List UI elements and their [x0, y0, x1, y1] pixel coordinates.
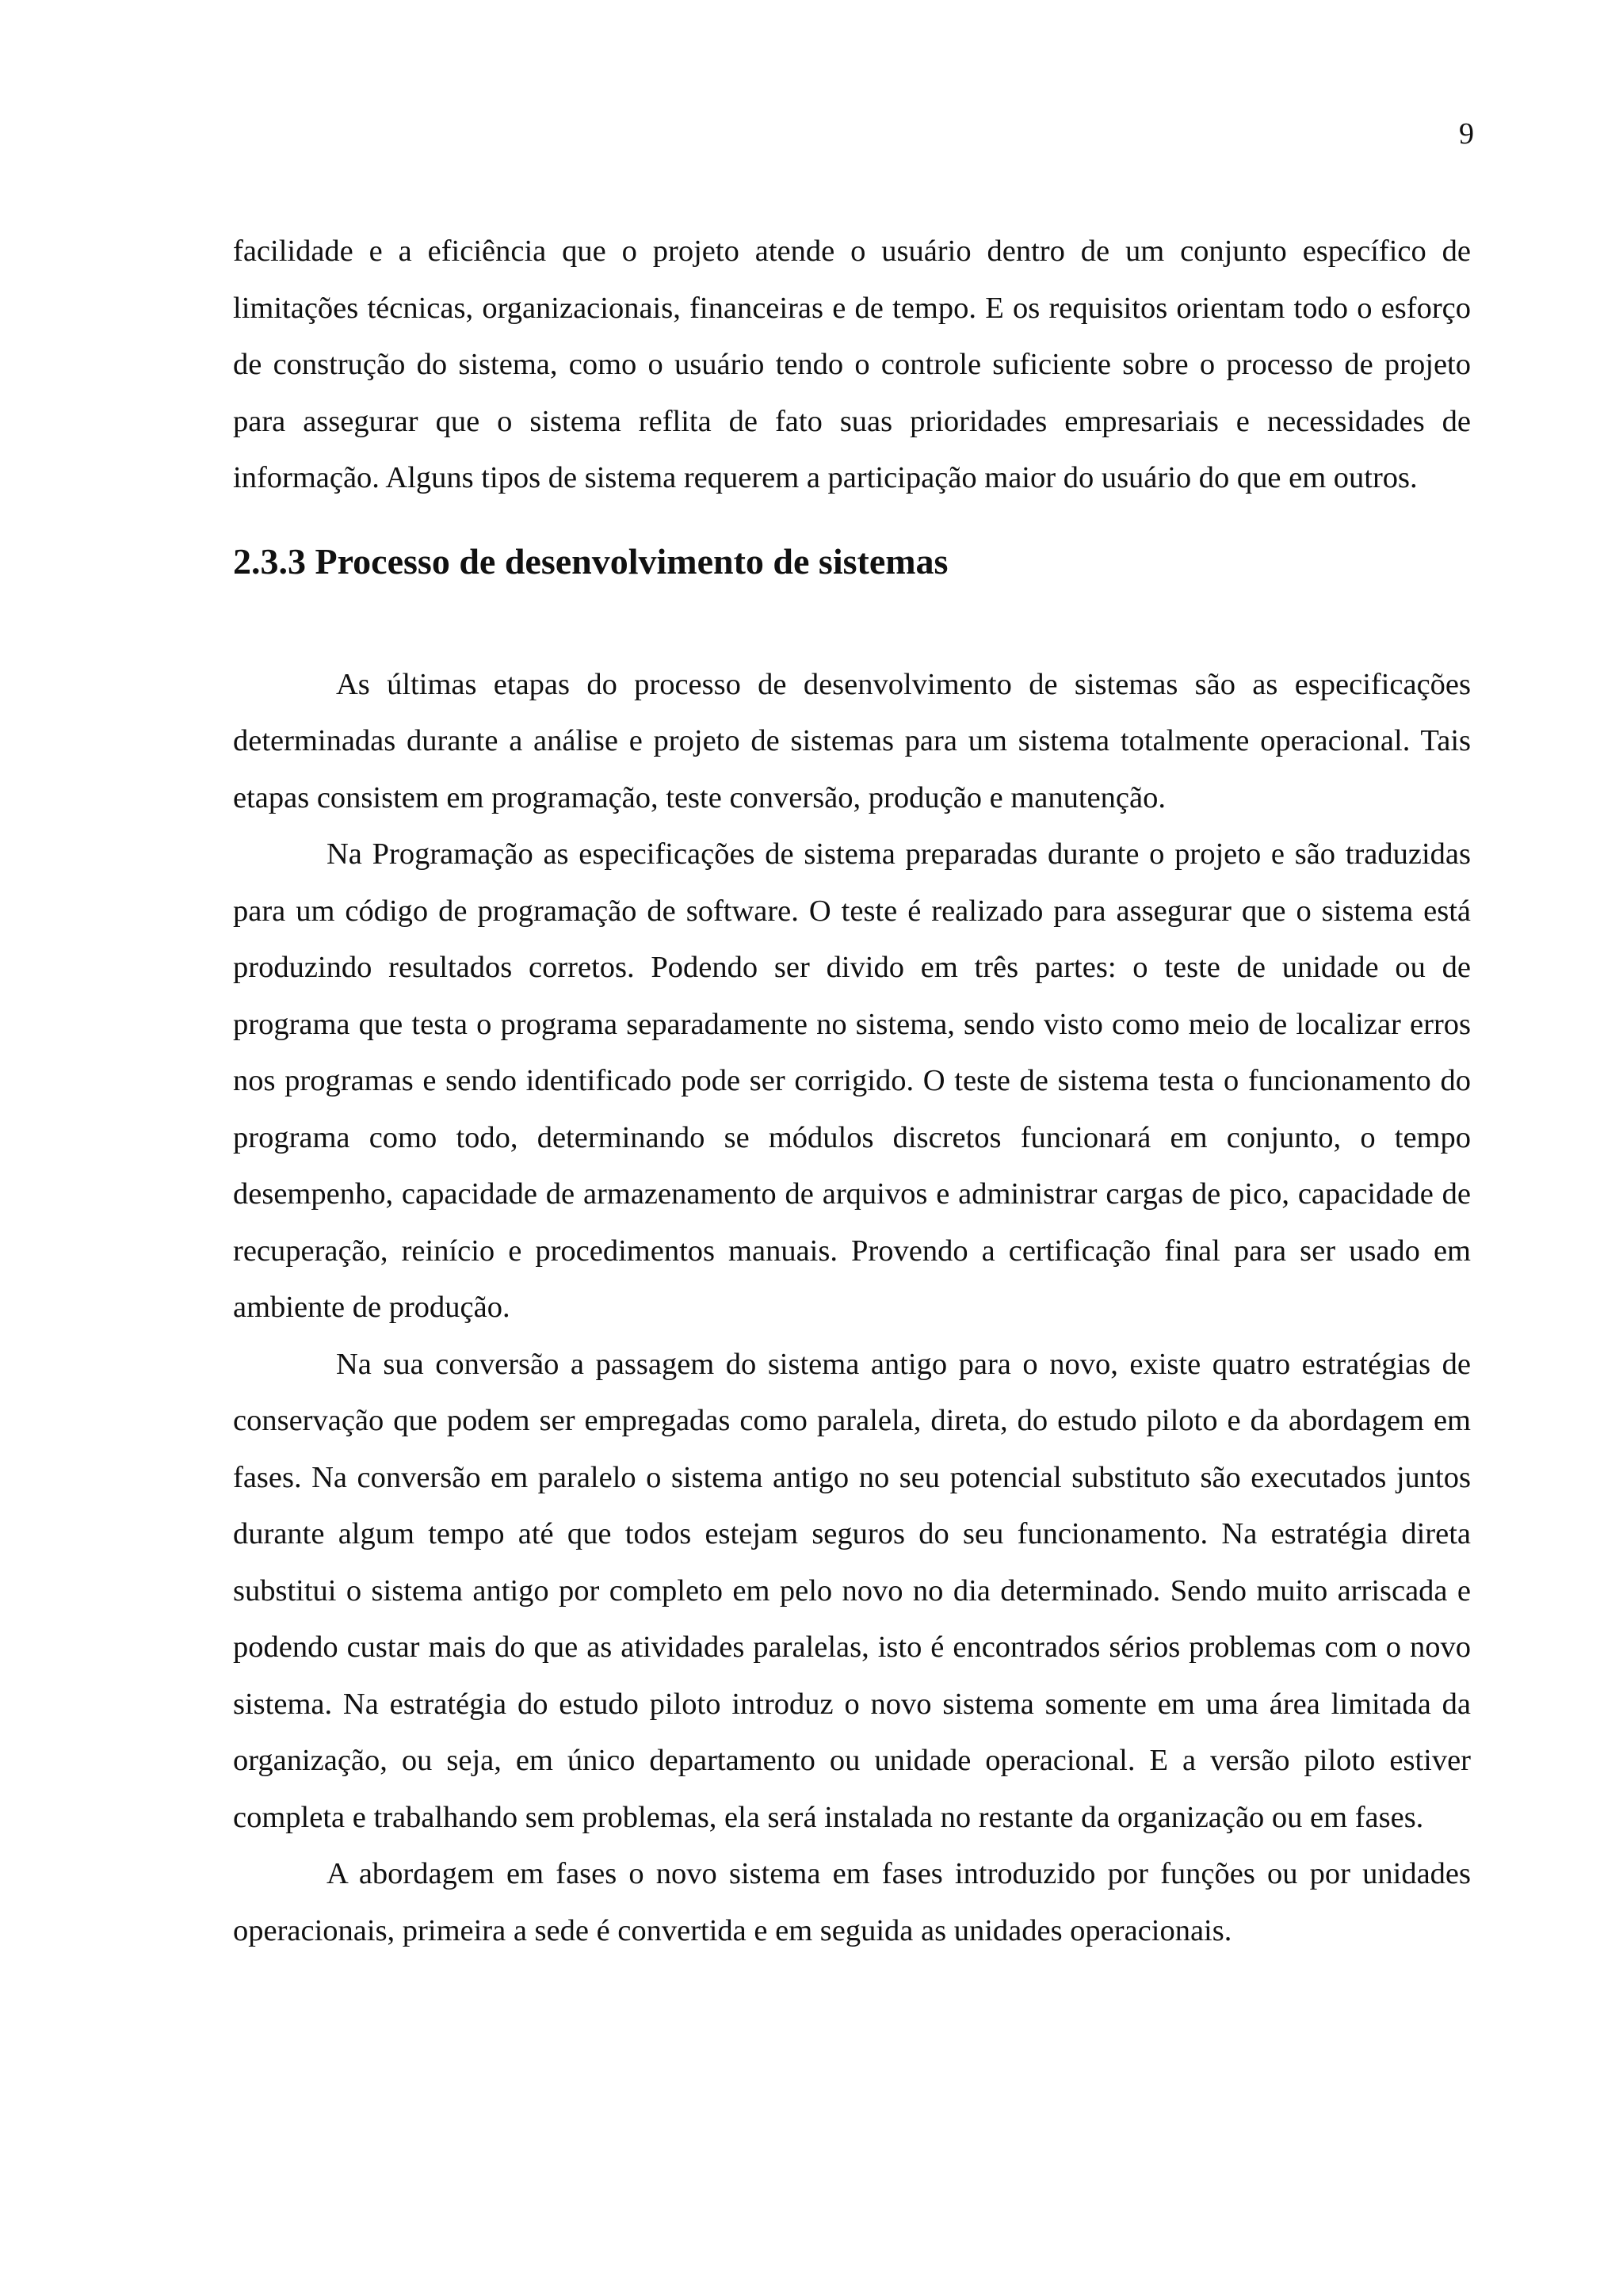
paragraph: Na sua conversão a passagem do sistema antigo para o novo, existe quatro estratégias de conservação que podem ser empregadas como paralela, direta, do estudo piloto e da abordagem em fases. Na conversão em paralelo o sistema antigo no seu potencial substituto são executados juntos durante algum tempo até que todos estejam seguros do seu funcionamento. Na estratégia direta substitui o sistema antigo por completo em pelo novo no dia determinado. Sendo muito arriscada e podendo custar mais do que as atividades paralelas, isto é encontrados sérios problemas com o novo sistema. Na estratégia do estudo piloto introduz o novo sistema somente em uma área limitada da organização, ou seja, em único departamento ou unidade operacional. E a versão piloto estiver completa e trabalhando sem problemas, ela será instalada no restante da organização ou em fases.: [233, 1347, 1471, 1834]
section-heading: 2.3.3 Processo de desenvolvimento de sistemas: [233, 540, 949, 582]
paragraph: As últimas etapas do processo de desenvolvimento de sistemas são as especificações determinadas durante a análise e projeto de sistemas para um sistema totalmente operacional. Tais etapas consistem em programação, teste conversão, produção e manutenção.: [233, 667, 1471, 814]
paragraph-continued: facilidade e a eficiência que o projeto atende o usuário dentro de um conjunto específico de limitações técnicas, organizacionais, financeiras e de tempo. E os requisitos orientam todo o esforço de construção do sistema, como o usuário tendo o controle suficiente sobre o processo de projeto para assegurar que o sistema reflita de fato suas prioridades empresariais e necessidades de informação. Alguns tipos de sistema requerem a participação maior do usuário do que em outros.: [233, 235, 1471, 494]
page-body: [233, 223, 1471, 1959]
page-number: 9: [1459, 117, 1474, 151]
paragraph: Na Programação as especificações de sistema preparadas durante o projeto e são traduzidas para um código de programação de software. O teste é realizado para assegurar que o sistema está produzindo resultados corretos. Podendo ser divido em três partes: o teste de unidade ou de programa que testa o programa separadamente no sistema, sendo visto como meio de localizar erros nos programas e sendo identificado pode ser corrigido. O teste de sistema testa o funcionamento do programa como todo, determinando se módulos discretos funcionará em conjunto, o tempo desempenho, capacidade de armazenamento de arquivos e administrar cargas de pico, capacidade de recuperação, reinício e procedimentos manuais. Provendo a certificação final para ser usado em ambiente de produção.: [233, 837, 1471, 1325]
paragraph: A abordagem em fases o novo sistema em fases introduzido por funções ou por unidades operacionais, primeira a sede é convertida e em seguida as unidades operacionais.: [233, 1857, 1471, 1947]
